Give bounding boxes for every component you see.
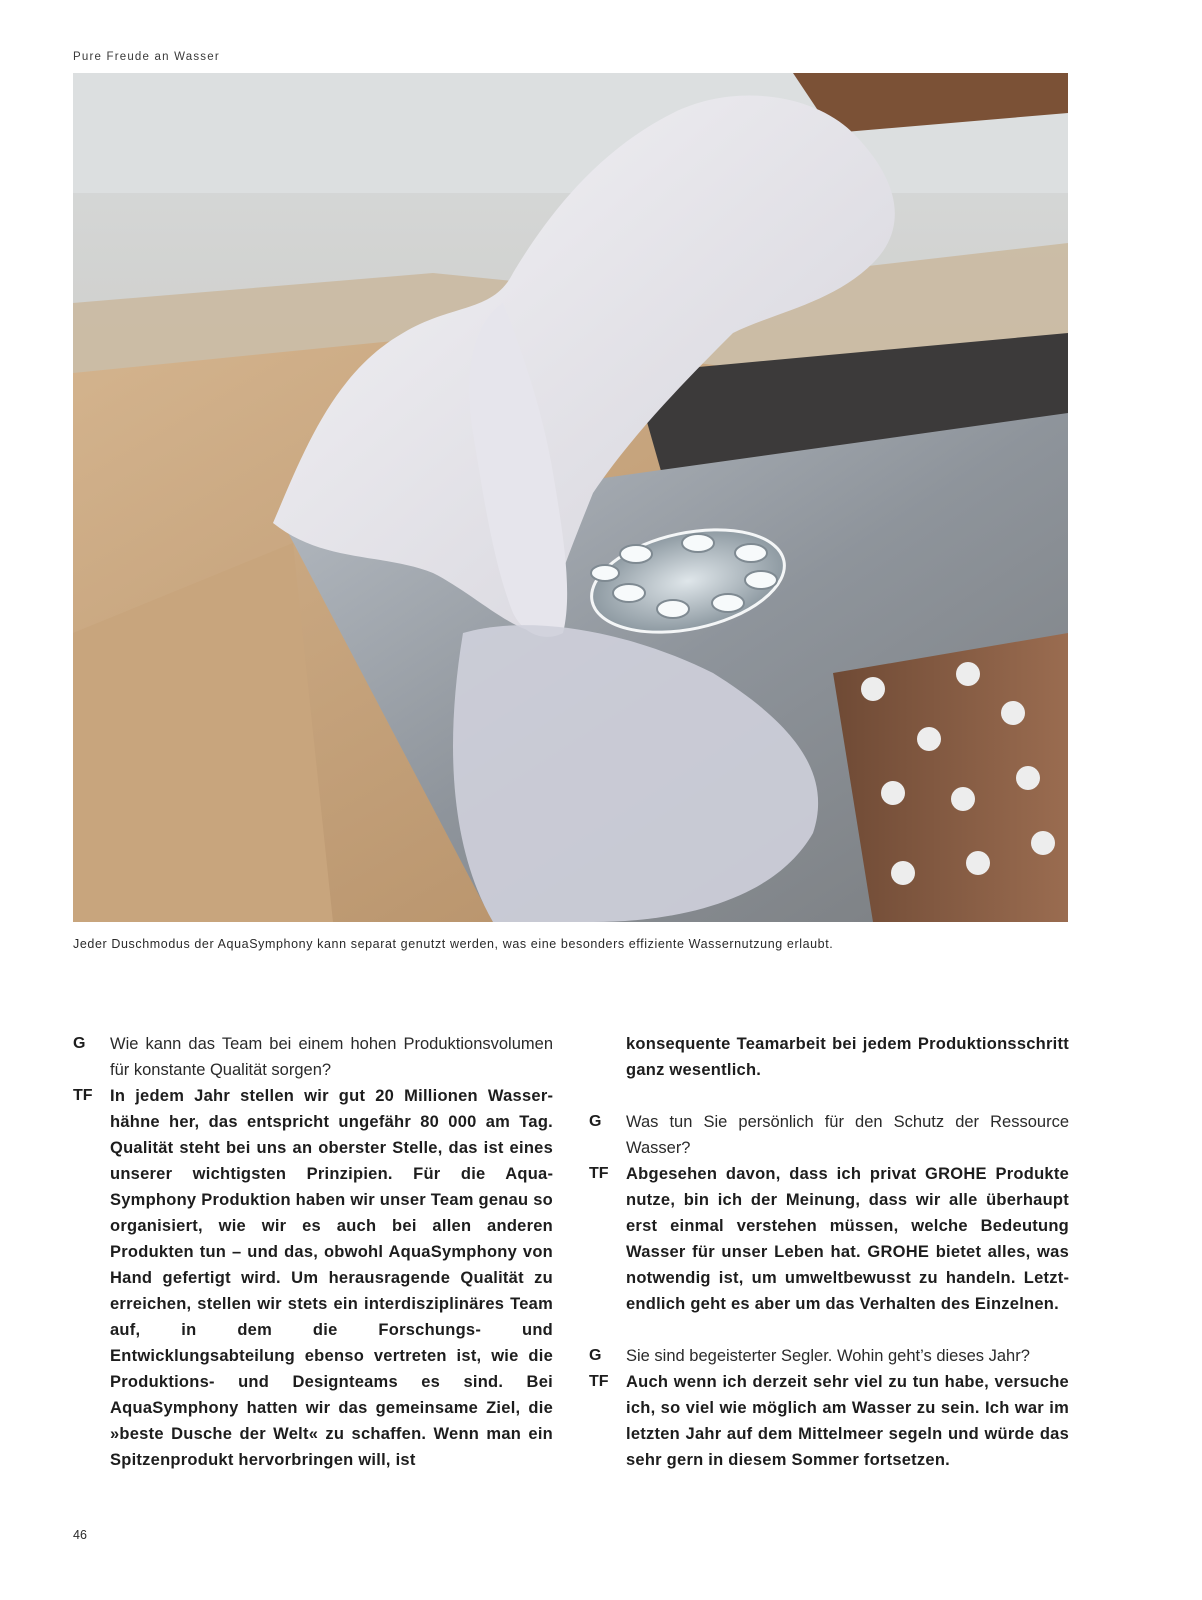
speaker-label: G	[73, 1035, 86, 1052]
running-title: Pure Freude an Wasser	[73, 51, 220, 63]
interview-answer-continued	[589, 1031, 1069, 1083]
interview-question	[589, 1109, 1069, 1161]
speaker-label: TF	[589, 1165, 609, 1182]
speaker-label: G	[589, 1347, 602, 1364]
interview-answer	[73, 1083, 553, 1473]
photo-caption: Jeder Duschmodus der AquaSymphony kann separat genutzt werden, was eine besonders effiziente Wassernutzung erlaubt.	[73, 937, 834, 951]
answer-text: konsequente Teamarbeit bei jedem Produktionsschritt ganz wesentlich.	[626, 1035, 1069, 1079]
interview-column-right	[589, 1031, 1069, 1473]
answer-text: Abgesehen davon, dass ich privat GROHE Produkte nutze, bin ich der Meinung, dass wir alle überhaupt erst einmal verstehen müssen, welche Bedeutung Wasser für unser Leben hat. GROHE bietet alles, was notwendig ist, um umweltbewusst zu handeln. Letztendlich geht es aber um das Verhalten des Einzelnen.	[626, 1165, 1069, 1313]
question-text: Wie kann das Team bei einem hohen Produktionsvolumen für konstante Qualität sorgen?	[110, 1035, 553, 1079]
interview-question	[589, 1343, 1069, 1369]
page-number: 46	[73, 1528, 87, 1542]
interview-question	[73, 1031, 553, 1083]
interview-answer	[589, 1161, 1069, 1317]
answer-text: In jedem Jahr stellen wir gut 20 Millionen Wasserhähne her, das entspricht ungefähr 80 000 am Tag. Qualität steht bei uns an oberster Stelle, das ist eines unserer wichtigsten Prinzipien. Für die AquaSymphony Produktion haben wir unser Team genau so organisiert, wie wir es auch bei allen anderen Produkten tun – und das, obwohl AquaSymphony von Hand gefertigt wird. Um herausragende Qualität zu erreichen, stellen wir stets ein interdisziplinäres Team auf, in dem die Forschungs- und Entwicklungsabteilung ebenso vertreten ist, wie die Produktions- und Designteams es sind. Bei AquaSymphony hatten wir das gemeinsame Ziel, die »beste Dusche der Welt« zu schaffen. Wenn man ein Spitzenprodukt hervorbringen will, ist	[110, 1087, 553, 1469]
interview-column-left	[73, 1031, 553, 1473]
answer-text: Auch wenn ich derzeit sehr viel zu tun habe, versuche ich, so viel wie möglich am Wasser zu sein. Ich war im letzten Jahr auf dem Mittelmeer segeln und würde das sehr gern in diesem Sommer fortsetzen.	[626, 1373, 1069, 1469]
speaker-label: TF	[589, 1373, 609, 1390]
interview-answer	[589, 1369, 1069, 1473]
speaker-label: G	[589, 1113, 602, 1130]
glove-nozzle-illustration	[73, 73, 1068, 922]
question-text: Was tun Sie persönlich für den Schutz der Ressource Wasser?	[626, 1113, 1069, 1157]
hero-photo	[73, 73, 1068, 922]
speaker-label: TF	[73, 1087, 93, 1104]
question-text: Sie sind begeisterter Segler. Wohin geht’s dieses Jahr?	[626, 1347, 1030, 1365]
